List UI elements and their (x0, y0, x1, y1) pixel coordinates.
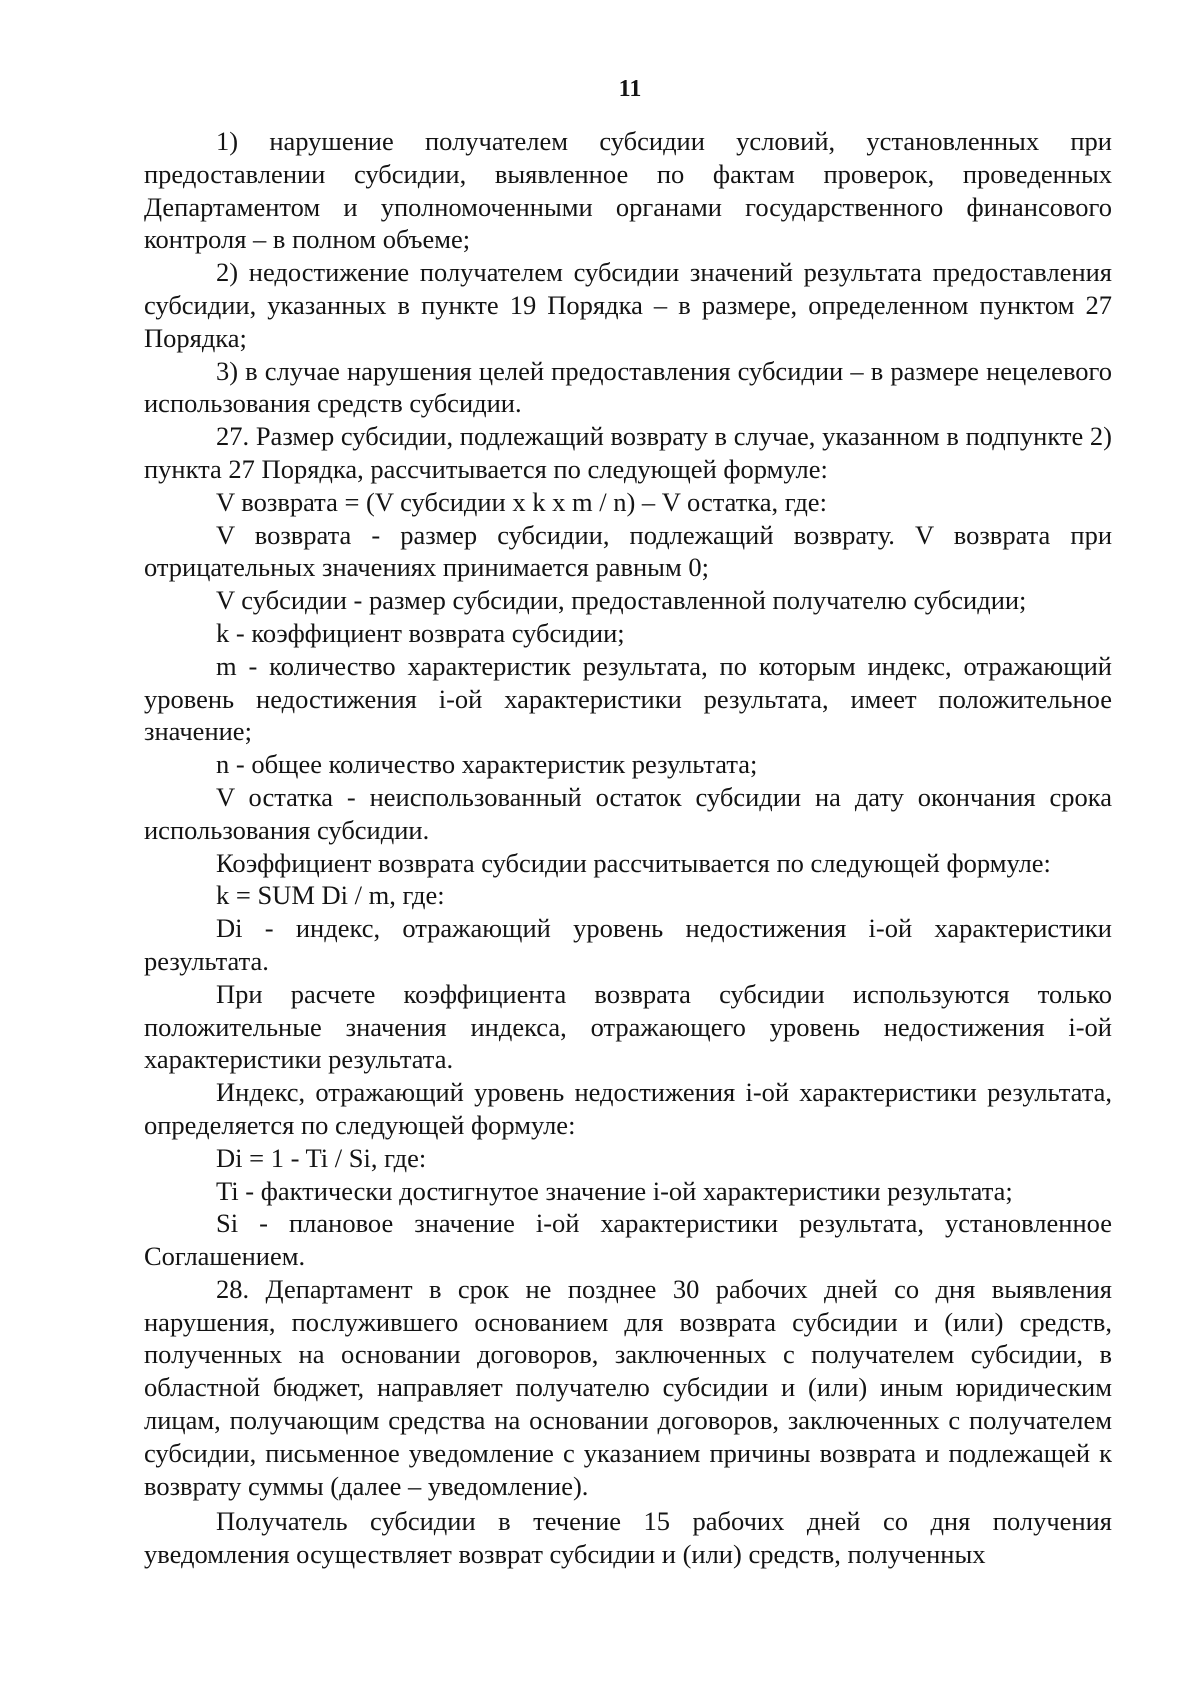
coefficient-intro: Коэффициент возврата субсидии рассчитывается по следующей формуле: (216, 847, 1051, 878)
definition-v-remainder: V остатка - неиспользованный остаток субсидии на дату окончания срока использования субсидии. (144, 781, 1112, 845)
paragraph-28-notification: 28. Департамент в срок не позднее 30 рабочих дней со дня выявления нарушения, послужившего основанием для возврата субсидии и (или) средств, полученных на основании договоров, заключенных с получателем субсидии, в областной бюджет, направляет получателю субсидии и (или) иным юридическим лицам, получающим средства на основании договоров, заключенных с получателем субсидии, письменное уведомление с указанием причины возврата и подлежащей к возврату суммы (далее – уведомление). (144, 1273, 1112, 1501)
definition-n: n - общее количество характеристик результата; (216, 749, 758, 780)
paragraph-item-2-non-achievement: 2) недостижение получателем субсидии значений результата предоставления субсидии, указанных в пункте 19 Порядка – в размере, определенном пунктом 27 Порядка; (144, 257, 1112, 353)
refund-formula: V возврата = (V субсидии x k x m / n) – V остатка, где: (216, 486, 827, 517)
positive-values-note: При расчете коэффициента возврата субсидии используются только положительные значения индекса, отражающего уровень недостижения i-ой характеристики результата. (144, 978, 1112, 1075)
coefficient-formula: k = SUM Di / m, где: (216, 880, 445, 911)
definition-k: k - коэффициент возврата субсидии; (216, 617, 625, 648)
recipient-refund-paragraph: Получатель субсидии в течение 15 рабочих дней со дня получения уведомления осуществляет возврат субсидии и (или) средств, полученных (144, 1506, 1112, 1570)
document-body (144, 125, 1112, 1571)
paragraph-item-3-misuse: 3) в случае нарушения целей предоставления субсидии – в размере нецелевого использования средств субсидии. (144, 355, 1112, 419)
paragraph-27-refund-size: 27. Размер субсидии, подлежащий возврату в случае, указанном в подпункте 2) пункта 27 Порядка, рассчитывается по следующей формуле: (144, 421, 1112, 484)
paragraph-item-1-violation: 1) нарушение получателем субсидии условий, установленных при предоставлении субсидии, выявленное по фактам проверок, проведенных Департаментом и уполномоченными органами государственного финансового контроля – в полном объеме; (144, 126, 1112, 255)
definition-v-refund: V возврата - размер субсидии, подлежащий возврату. V возврата при отрицательных значениях принимается равным 0; (144, 519, 1112, 583)
page-number: 11 (618, 76, 642, 102)
definition-di: Di - индекс, отражающий уровень недостижения i-ой характеристики результата. (144, 913, 1112, 976)
definition-si: Si - плановое значение i-ой характеристики результата, установленное Соглашением. (144, 1208, 1112, 1272)
definition-ti: Ti - фактически достигнутое значение i-ой характеристики результата; (216, 1175, 1013, 1206)
definition-m: m - количество характеристик результата, по которым индекс, отражающий уровень недостижения i-ой характеристики результата, имеет положительное значение; (144, 650, 1112, 747)
index-formula: Di = 1 - Ti / Si, где: (216, 1142, 427, 1173)
definition-v-subsidy: V субсидии - размер субсидии, предоставленной получателю субсидии; (216, 585, 1027, 616)
index-intro: Индекс, отражающий уровень недостижения i-ой характеристики результата, определяется по следующей формуле: (144, 1077, 1112, 1140)
